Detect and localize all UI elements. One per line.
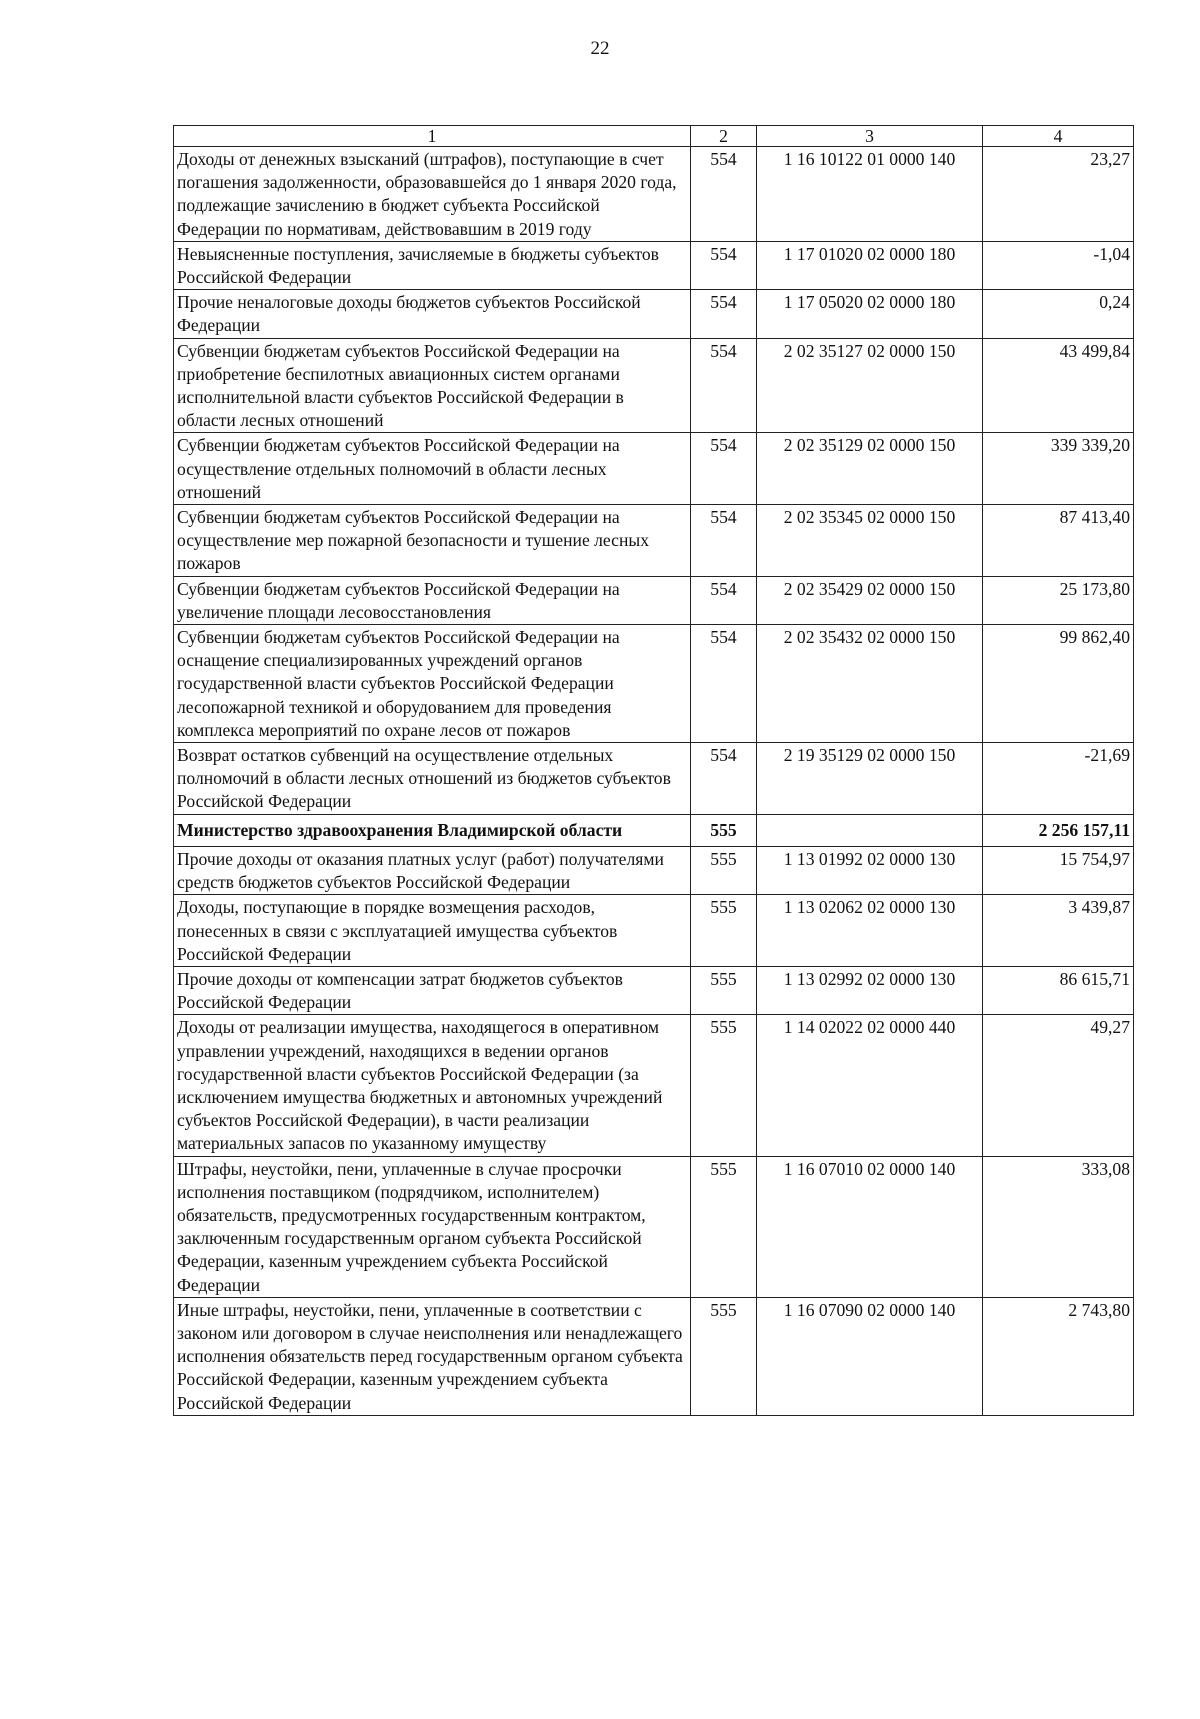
row-admin-code-cell: 555 xyxy=(691,846,757,894)
row-name-cell: Доходы от денежных взысканий (штрафов), поступающие в счет погашения задолженности, образовавшейся до 1 января 2020 года, подлежащие зачислению в бюджет субъекта Российской Федерации по нормативам, действовавшим в 2019 году xyxy=(174,147,691,242)
row-name-cell: Возврат остатков субвенций на осуществление отдельных полномочий в области лесных отношений из бюджетов субъектов Российской Федерации xyxy=(174,743,691,815)
row-admin-code-cell: 555 xyxy=(691,895,757,967)
revenue-table xyxy=(173,125,1134,1416)
row-budget-code-cell: 2 02 35432 02 0000 150 xyxy=(757,625,983,743)
table-body xyxy=(174,147,1134,1416)
row-amount-cell: 15 754,97 xyxy=(983,846,1134,894)
row-amount-cell: 2 743,80 xyxy=(983,1297,1134,1415)
row-name-cell: Невыясненные поступления, зачисляемые в бюджеты субъектов Российской Федерации xyxy=(174,241,691,289)
row-name-cell: Субвенции бюджетам субъектов Российской Федерации на осуществление мер пожарной безопасности и тушение лесных пожаров xyxy=(174,505,691,577)
row-budget-code-cell: 1 13 02062 02 0000 130 xyxy=(757,895,983,967)
row-name-cell: Субвенции бюджетам субъектов Российской Федерации на увеличение площади лесовосстановления xyxy=(174,576,691,624)
row-name-cell: Прочие неналоговые доходы бюджетов субъектов Российской Федерации xyxy=(174,290,691,338)
column-header-3: 3 xyxy=(757,126,983,147)
table-row xyxy=(174,505,1134,577)
row-amount-cell: 0,24 xyxy=(983,290,1134,338)
row-admin-code-cell: 554 xyxy=(691,241,757,289)
row-admin-code-cell: 555 xyxy=(691,814,757,846)
row-budget-code-cell: 2 02 35345 02 0000 150 xyxy=(757,505,983,577)
row-amount-cell: 25 173,80 xyxy=(983,576,1134,624)
row-name-cell: Доходы, поступающие в порядке возмещения расходов, понесенных в связи с эксплуатацией имущества субъектов Российской Федерации xyxy=(174,895,691,967)
row-budget-code-cell: 1 16 07090 02 0000 140 xyxy=(757,1297,983,1415)
table-row xyxy=(174,966,1134,1014)
row-admin-code-cell: 554 xyxy=(691,576,757,624)
table-row xyxy=(174,241,1134,289)
row-budget-code-cell: 1 17 05020 02 0000 180 xyxy=(757,290,983,338)
row-name-cell: Субвенции бюджетам субъектов Российской Федерации на осуществление отдельных полномочий в области лесных отношений xyxy=(174,433,691,505)
row-name-cell: Субвенции бюджетам субъектов Российской Федерации на оснащение специализированных учреждений органов государственной власти субъектов Российской Федерации лесопожарной техникой и оборудованием для проведения комплекса мероприятий по охране лесов от пожаров xyxy=(174,625,691,743)
row-budget-code-cell: 1 13 02992 02 0000 130 xyxy=(757,966,983,1014)
row-amount-cell: 49,27 xyxy=(983,1015,1134,1156)
row-budget-code-cell: 1 16 10122 01 0000 140 xyxy=(757,147,983,242)
column-header-1: 1 xyxy=(174,126,691,147)
table-row xyxy=(174,1015,1134,1156)
row-amount-cell: 23,27 xyxy=(983,147,1134,242)
row-amount-cell: 333,08 xyxy=(983,1156,1134,1297)
row-admin-code-cell: 554 xyxy=(691,147,757,242)
row-admin-code-cell: 555 xyxy=(691,1156,757,1297)
page-number: 22 xyxy=(590,38,610,59)
row-budget-code-cell: 1 16 07010 02 0000 140 xyxy=(757,1156,983,1297)
row-name-cell: Прочие доходы от компенсации затрат бюджетов субъектов Российской Федерации xyxy=(174,966,691,1014)
row-budget-code-cell: 2 02 35127 02 0000 150 xyxy=(757,338,983,433)
row-amount-cell: -1,04 xyxy=(983,241,1134,289)
table-row xyxy=(174,625,1134,743)
row-admin-code-cell: 555 xyxy=(691,966,757,1014)
row-budget-code-cell: 2 02 35129 02 0000 150 xyxy=(757,433,983,505)
row-name-cell: Министерство здравоохранения Владимирской области xyxy=(174,814,691,846)
row-name-cell: Иные штрафы, неустойки, пени, уплаченные в соответствии с законом или договором в случае неисполнения или ненадлежащего исполнения обязательств перед государственным органом субъекта Российской Федерации, казенным учреждением субъекта Российской Федерации xyxy=(174,1297,691,1415)
row-amount-cell: 2 256 157,11 xyxy=(983,814,1134,846)
table-row xyxy=(174,895,1134,967)
row-budget-code-cell xyxy=(757,814,983,846)
row-name-cell: Доходы от реализации имущества, находящегося в оперативном управлении учреждений, находящихся в ведении органов государственной власти субъектов Российской Федерации (за исключением имущества бюджетных и автономных учреждений субъектов Российской Федерации), в части реализации материальных запасов по указанному имуществу xyxy=(174,1015,691,1156)
row-admin-code-cell: 554 xyxy=(691,625,757,743)
table-row xyxy=(174,846,1134,894)
table-row xyxy=(174,338,1134,433)
table-row xyxy=(174,147,1134,242)
row-amount-cell: 99 862,40 xyxy=(983,625,1134,743)
table-row xyxy=(174,814,1134,846)
row-budget-code-cell: 1 17 01020 02 0000 180 xyxy=(757,241,983,289)
table-row xyxy=(174,1156,1134,1297)
row-name-cell: Штрафы, неустойки, пени, уплаченные в случае просрочки исполнения поставщиком (подрядчиком, исполнителем) обязательств, предусмотренных государственным контрактом, заключенным государственным органом субъекта Российской Федерации, казенным учреждением субъекта Российской Федерации xyxy=(174,1156,691,1297)
row-amount-cell: -21,69 xyxy=(983,743,1134,815)
row-admin-code-cell: 554 xyxy=(691,338,757,433)
table-header-row xyxy=(174,126,1134,147)
row-admin-code-cell: 555 xyxy=(691,1015,757,1156)
table-row xyxy=(174,290,1134,338)
row-name-cell: Прочие доходы от оказания платных услуг (работ) получателями средств бюджетов субъектов Российской Федерации xyxy=(174,846,691,894)
table-row xyxy=(174,433,1134,505)
row-budget-code-cell: 2 19 35129 02 0000 150 xyxy=(757,743,983,815)
row-admin-code-cell: 555 xyxy=(691,1297,757,1415)
table-row xyxy=(174,576,1134,624)
row-amount-cell: 86 615,71 xyxy=(983,966,1134,1014)
table-row xyxy=(174,1297,1134,1415)
row-budget-code-cell: 1 13 01992 02 0000 130 xyxy=(757,846,983,894)
row-budget-code-cell: 2 02 35429 02 0000 150 xyxy=(757,576,983,624)
column-header-4: 4 xyxy=(983,126,1134,147)
row-amount-cell: 3 439,87 xyxy=(983,895,1134,967)
row-amount-cell: 339 339,20 xyxy=(983,433,1134,505)
row-admin-code-cell: 554 xyxy=(691,505,757,577)
row-budget-code-cell: 1 14 02022 02 0000 440 xyxy=(757,1015,983,1156)
row-admin-code-cell: 554 xyxy=(691,743,757,815)
row-admin-code-cell: 554 xyxy=(691,433,757,505)
row-amount-cell: 43 499,84 xyxy=(983,338,1134,433)
row-amount-cell: 87 413,40 xyxy=(983,505,1134,577)
table-row xyxy=(174,743,1134,815)
column-header-2: 2 xyxy=(691,126,757,147)
row-name-cell: Субвенции бюджетам субъектов Российской Федерации на приобретение беспилотных авиационных систем органами исполнительной власти субъектов Российской Федерации в области лесных отношений xyxy=(174,338,691,433)
row-admin-code-cell: 554 xyxy=(691,290,757,338)
